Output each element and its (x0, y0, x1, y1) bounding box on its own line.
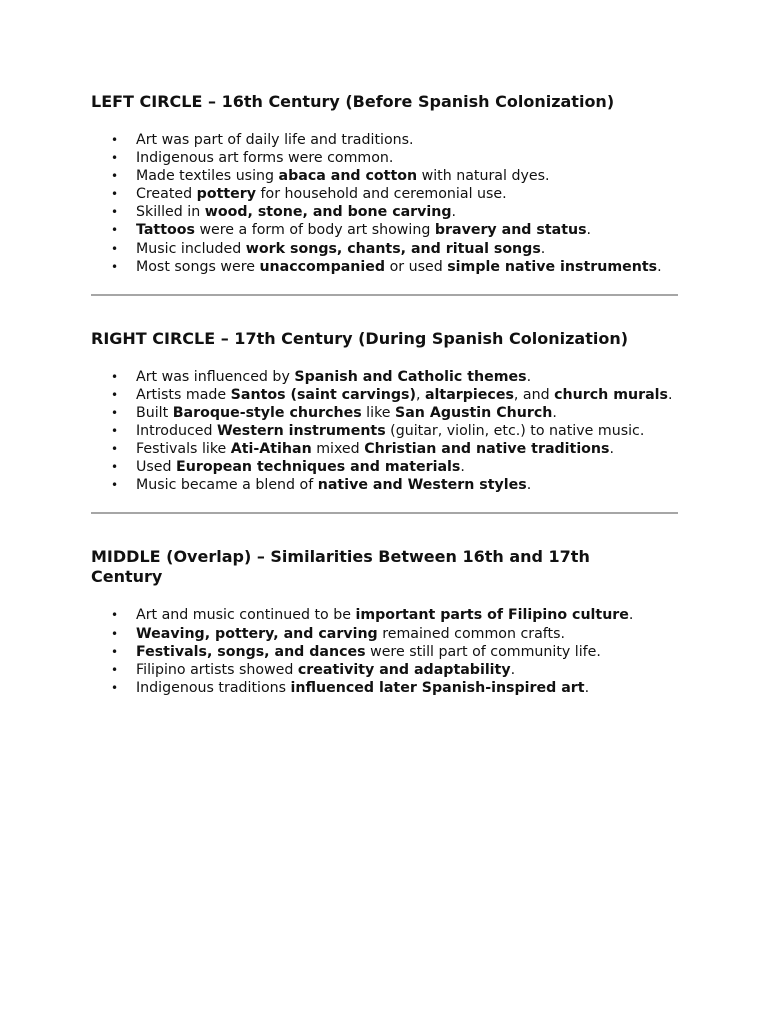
bullet-icon: • (111, 405, 119, 420)
bold-text: pottery (196, 186, 257, 203)
list-item (91, 679, 678, 697)
text: Created (136, 186, 197, 203)
bullet-icon: • (111, 241, 119, 256)
text: . (510, 661, 516, 678)
text: . (657, 258, 662, 275)
section-divider (91, 512, 678, 514)
text: Filipino artists showed (136, 661, 298, 678)
text: Music included (136, 240, 246, 257)
list-item (91, 476, 678, 494)
list-item (91, 458, 678, 476)
text: Music became a blend of (136, 477, 318, 494)
list-item (91, 203, 678, 221)
text: . (628, 607, 634, 624)
text: Indigenous traditions (136, 679, 291, 696)
bullet-list (91, 131, 678, 276)
bold-text: Western instruments (216, 423, 386, 440)
bold-text: Festivals, songs, and dances (136, 643, 366, 660)
document-content (91, 92, 678, 697)
text: , and (513, 386, 555, 403)
text: Built (136, 404, 173, 421)
bullet-icon: • (111, 460, 119, 475)
bold-text: Tattoos (136, 222, 195, 239)
text: Artists made (136, 386, 231, 403)
bullet-icon: • (111, 424, 119, 439)
text: like (361, 404, 396, 421)
text: . (584, 679, 590, 696)
list-item (91, 440, 678, 458)
bullet-icon: • (111, 151, 119, 166)
section-middle-overlap (91, 547, 678, 696)
list-item (91, 404, 678, 422)
list-item (91, 422, 678, 440)
bold-text: important parts of Filipino culture (355, 607, 629, 624)
list-item (91, 240, 678, 258)
text: with natural dyes. (417, 168, 550, 185)
list-item (91, 606, 678, 624)
text: , (415, 386, 425, 403)
text: Festivals like (136, 441, 231, 458)
bold-text: San Agustin Church (395, 404, 553, 421)
list-item (91, 167, 678, 185)
bold-text: bravery and status (434, 222, 587, 239)
text: . (451, 204, 457, 221)
bullet-icon: • (111, 478, 119, 493)
text: . (609, 441, 614, 458)
text: were still part of community life. (365, 643, 601, 660)
text: . (526, 477, 532, 494)
text: . (552, 404, 557, 421)
bold-text: abaca and cotton (278, 168, 418, 185)
bullet-icon: • (111, 223, 119, 238)
bold-text: native and Western styles (317, 477, 527, 494)
list-item (91, 625, 678, 643)
bullet-icon: • (111, 680, 119, 695)
text: for household and ceremonial use. (256, 186, 507, 203)
bold-text: European techniques and materials (176, 459, 461, 476)
text: Used (136, 459, 177, 476)
text: Introduced (136, 423, 217, 440)
text: Skilled in (136, 204, 205, 221)
bullet-icon: • (111, 133, 119, 147)
bullet-icon: • (111, 259, 119, 274)
text: . (586, 222, 592, 239)
text: . (667, 386, 673, 403)
bullet-list (91, 368, 678, 495)
bold-text: Christian and native traditions (364, 441, 610, 458)
text: . (526, 368, 532, 385)
bold-text: Weaving, pottery, and carving (136, 625, 378, 642)
text: . (460, 459, 465, 476)
bold-text: creativity and adaptability (297, 661, 511, 678)
text: Art and music continued to be (136, 607, 356, 624)
text: Art was part of daily life and traditions. (136, 132, 414, 148)
bold-text: Santos (saint carvings) (230, 386, 416, 403)
text: Indigenous art forms were common. (136, 150, 394, 167)
bullet-icon: • (111, 626, 119, 641)
list-item (91, 386, 678, 404)
bullet-icon: • (111, 608, 119, 623)
text: or used (385, 258, 448, 275)
text: remained common crafts. (377, 625, 566, 642)
text: Art was influenced by (136, 368, 295, 385)
bullet-icon: • (111, 442, 119, 457)
list-item (91, 149, 678, 167)
section-right-circle (91, 329, 678, 495)
list-item (91, 368, 678, 386)
bold-text: altarpieces (424, 386, 514, 403)
bullet-icon: • (111, 369, 119, 384)
text: Made textiles using (136, 168, 279, 185)
bold-text: Spanish and Catholic themes (294, 368, 527, 385)
bold-text: church murals (554, 386, 668, 403)
bold-text: wood, stone, and bone carving (204, 204, 452, 221)
text: Most songs were (136, 258, 260, 275)
list-item (91, 661, 678, 679)
bold-text: unaccompanied (259, 258, 386, 275)
list-item (91, 258, 678, 276)
list-item (91, 131, 678, 149)
list-item (91, 221, 678, 239)
bold-text: Baroque-style churches (172, 404, 362, 421)
section-title: RIGHT CIRCLE – 17th Century (During Spanish Colonization) (91, 328, 629, 348)
bold-text: simple native instruments (447, 258, 658, 275)
text: (guitar, violin, etc.) to native music. (385, 423, 645, 440)
section-left-circle (91, 92, 678, 276)
bold-text: influenced later Spanish-inspired art (290, 679, 585, 696)
bullet-icon: • (111, 187, 119, 202)
bullet-icon: • (111, 205, 119, 220)
section-divider (91, 294, 678, 296)
section-title: MIDDLE (Overlap) – Similarities Between 16th and 17th Century (91, 547, 590, 587)
list-item (91, 643, 678, 661)
bullet-icon: • (111, 644, 119, 659)
text: . (540, 240, 546, 257)
bullet-icon: • (111, 387, 119, 402)
text: were a form of body art showing (194, 222, 435, 239)
text: mixed (311, 441, 365, 458)
list-item (91, 185, 678, 203)
section-title: LEFT CIRCLE – 16th Century (Before Spanish Colonization) (91, 92, 615, 111)
bullet-list (91, 606, 678, 696)
bullet-icon: • (111, 169, 119, 184)
bullet-icon: • (111, 662, 119, 677)
bold-text: Ati-Atihan (230, 441, 312, 458)
bold-text: work songs, chants, and ritual songs (245, 240, 541, 257)
